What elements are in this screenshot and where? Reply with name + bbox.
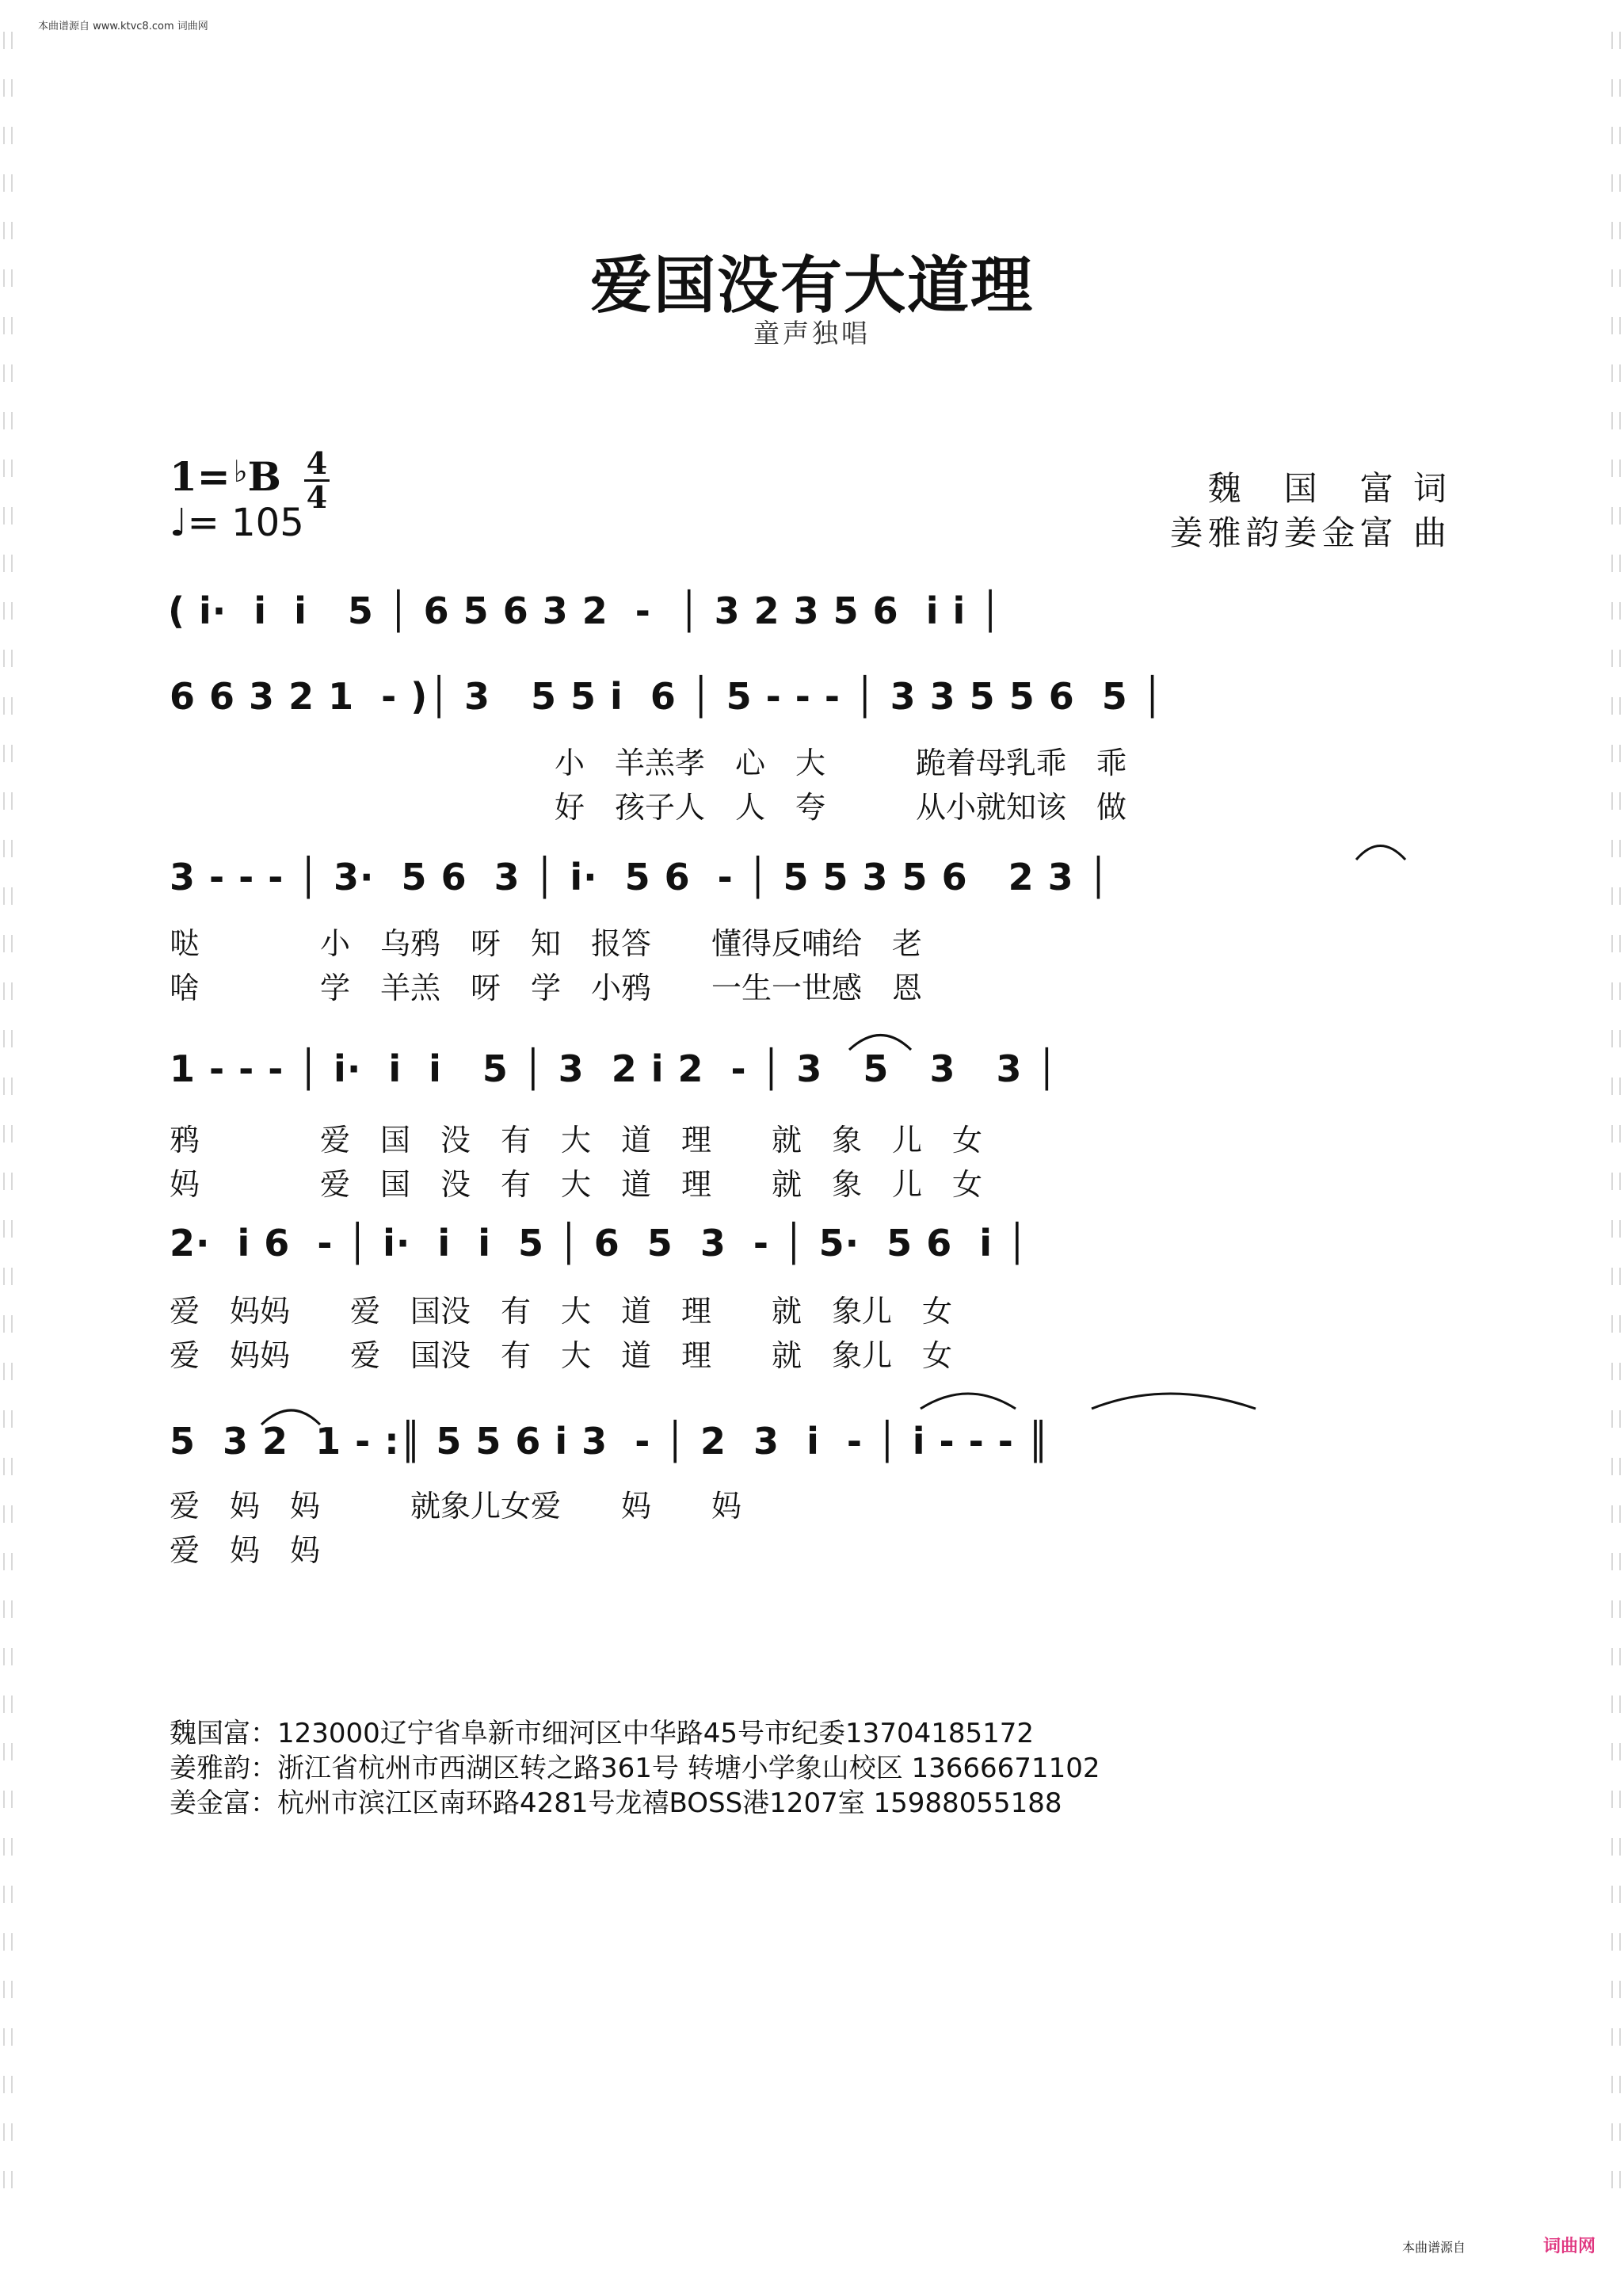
score-line-3-notes: 3 - - - │ 3· 5 6 3 │ i· 5 6 - │ 5 5 3 5 6 2 3 │ <box>170 856 1111 898</box>
score-line-3-lyric-2: 啥 学 羊羔 呀 学 小鸦 一生一世感 恩 <box>170 971 923 1005</box>
contact-wei-guofu: 魏国富：123000辽宁省阜新市细河区中华路45号市纪委13704185172 <box>170 1718 1035 1749</box>
slur-line6-c <box>1092 1394 1256 1409</box>
key-label: 1= <box>170 453 231 500</box>
song-subtitle: 童声独唱 <box>753 318 871 349</box>
slur-line6-b <box>921 1394 1016 1409</box>
tempo-value: = 105 <box>187 501 304 545</box>
footer-site-logo[interactable]: 词曲网 <box>1543 2237 1596 2256</box>
key-note: B <box>247 453 281 500</box>
score-line-5-lyric-2: 爱 妈妈 爱 国没 有 大 道 理 就 象儿 女 <box>170 1338 953 1373</box>
footer-source: 本曲谱源自 <box>1402 2240 1466 2255</box>
score-line-2-lyric-1: 小 羊羔孝 心 大 跪着母乳乖 乖 <box>555 746 1127 780</box>
score-line-4-lyric-2: 妈 爱 国 没 有 大 道 理 就 象 儿 女 <box>170 1167 983 1202</box>
score-line-6-notes: 5 3 2 1 - :║ 5 5 6 i 3 - │ 2 3 i - │ i - - - ║ <box>170 1420 1050 1463</box>
score-line-4-lyric-1: 鸦 爱 国 没 有 大 道 理 就 象 儿 女 <box>170 1123 983 1158</box>
score-line-5-notes: 2· i 6 - │ i· i i 5 │ 6 5 3 - │ 5· 5 6 i │ <box>170 1222 1029 1264</box>
score-line-1-notes: ( i· i i 5 │ 6 5 6 3 2 - │ 3 2 3 5 6 i i │ <box>168 589 1002 632</box>
score-line-4-notes: 1 - - - │ i· i i 5 │ 3 2 i 2 - │ 3 5 3 3 │ <box>170 1047 1059 1090</box>
score-line-6-lyric-2: 爱 妈 妈 <box>170 1533 321 1568</box>
quarter-note-icon: ♩ <box>170 501 188 545</box>
composer-credit: 姜雅韵姜金富 曲 <box>1169 513 1451 552</box>
time-signature-top: 4 <box>306 445 328 481</box>
flat-sign: ♭ <box>233 453 248 489</box>
score-line-6-lyric-1: 爱 妈 妈 就象儿女爱 妈 妈 <box>170 1489 742 1524</box>
contact-jiang-jinfu: 姜金富：杭州市滨江区南环路4281号龙禧BOSS港1207室 15988055188 <box>170 1787 1062 1819</box>
slur-line6-a <box>261 1410 320 1425</box>
contact-jiang-yayun: 姜雅韵：浙江省杭州市西湖区转之路361号 转塘小学象山校区 13666671102 <box>170 1753 1100 1784</box>
source-header: 本曲谱源自 www.ktvc8.com 词曲网 <box>38 21 208 32</box>
score-line-2-notes: 6 6 3 2 1 - )│ 3 5 5 i 6 │ 5 - - - │ 3 3 5 5 6 5 │ <box>170 675 1165 718</box>
slur-line3 <box>1356 846 1405 860</box>
time-signature-bottom: 4 <box>306 479 328 515</box>
score-line-3-lyric-1: 哒 小 乌鸦 呀 知 报答 懂得反哺给 老 <box>170 926 923 961</box>
score-line-5-lyric-1: 爱 妈妈 爱 国没 有 大 道 理 就 象儿 女 <box>170 1294 953 1329</box>
lyricist-credit: 魏 国 富 词 <box>1207 469 1451 508</box>
score-line-2-lyric-2: 好 孩子人 人 夸 从小就知该 做 <box>555 790 1127 825</box>
song-title: 爱国没有大道理 <box>589 250 1034 322</box>
slur-line4 <box>849 1036 911 1051</box>
